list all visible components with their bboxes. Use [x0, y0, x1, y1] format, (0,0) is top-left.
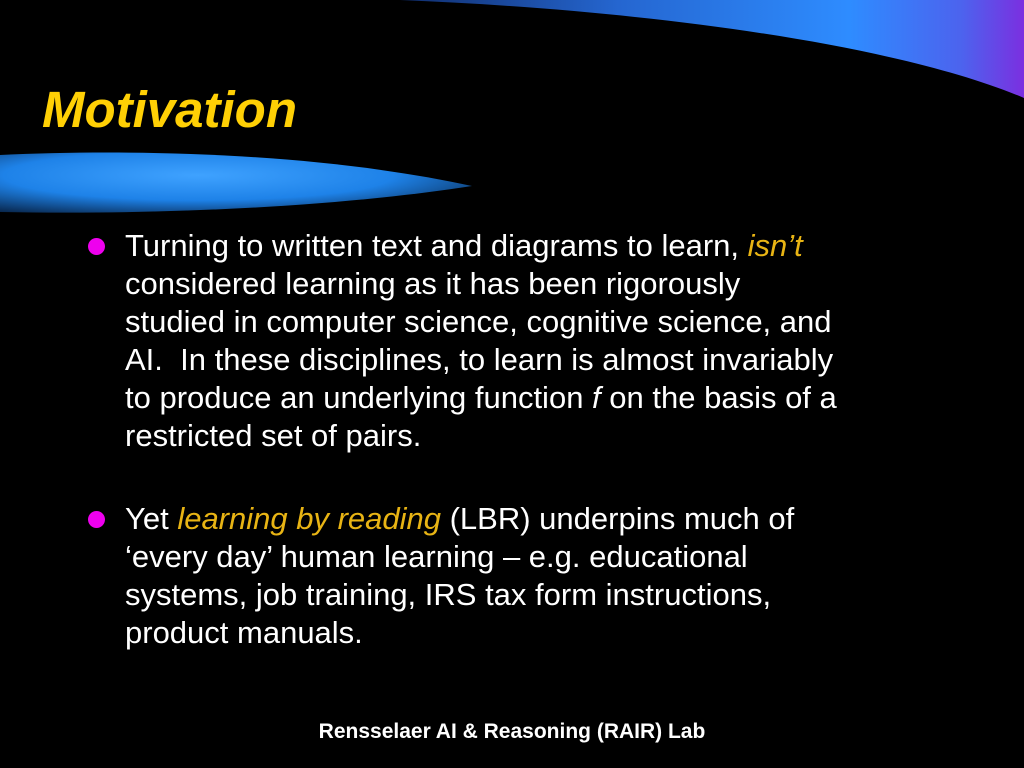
- body-text: Turning to written text and diagrams to learn,: [125, 228, 748, 263]
- body-text: systems, job training, IRS tax form instructions,: [125, 577, 772, 612]
- body-text: Yet: [125, 501, 178, 536]
- bullet-list: [88, 227, 938, 697]
- body-text: on the basis of a: [600, 380, 837, 415]
- bullet-item: [88, 227, 938, 455]
- body-text: restricted set of pairs.: [125, 418, 422, 453]
- body-text: product manuals.: [125, 615, 363, 650]
- slide-footer: Rensselaer AI & Reasoning (RAIR) Lab: [318, 720, 706, 743]
- bullet-text: [125, 501, 794, 650]
- bullet-text: [125, 228, 837, 453]
- slide-title: Motivation: [42, 81, 297, 138]
- bullet-marker-icon: [88, 511, 105, 528]
- body-text: f: [592, 380, 601, 415]
- body-text: considered learning as it has been rigorously: [125, 266, 741, 301]
- body-text: studied in computer science, cognitive science, and: [125, 304, 832, 339]
- emphasis-text: learning by reading: [177, 501, 441, 536]
- bullet-item: [88, 500, 938, 652]
- emphasis-text: isn’t: [747, 228, 803, 263]
- title-underline-swoosh-graphic: [0, 149, 480, 215]
- body-text: ‘every day’ human learning – e.g. educational: [125, 539, 748, 574]
- body-text: to produce an underlying function: [125, 380, 593, 415]
- body-text: AI. In these disciplines, to learn is almost invariably: [125, 342, 834, 377]
- bullet-marker-icon: [88, 238, 105, 255]
- body-text: (LBR) underpins much of: [441, 501, 795, 536]
